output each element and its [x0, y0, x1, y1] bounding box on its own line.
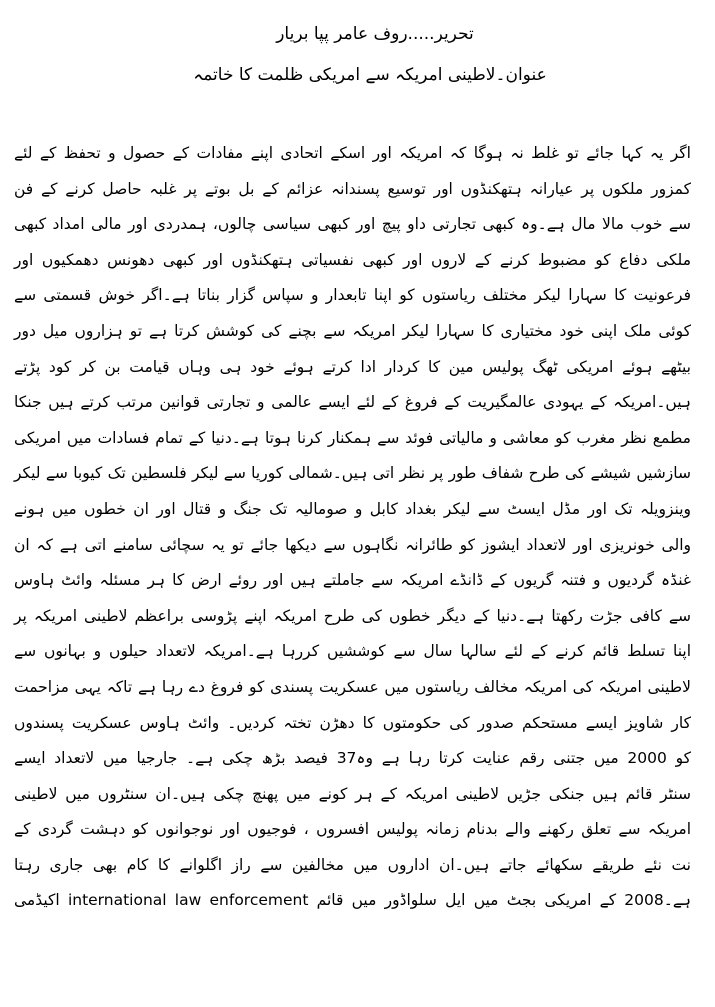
- body-line: کار شاویز ایسے مستحکم صدور کی حکومتوں کا دھڑن تختہ کردیں۔ وائٹ ہاوس عسکریت پسندوں: [14, 713, 691, 732]
- body-line: ملکی دفاع کو مضبوط کرنے کے لاروں اور کبھی نفسیاتی ہتھکنڈوں اور کبھی دھونس دھمکیوں اور: [14, 250, 691, 269]
- body-line: کوئی ملک اپنی خود مختیاری کا سہارا لیکر امریکہ سے بچنے کی کوشش کرتا ہے تو ہزاروں میل دور: [14, 321, 691, 340]
- body-line: ہیں۔امریکہ کے یہودی عالمگیریت کے فروغ کے لئے ایسے عالمی و تجارتی قوانین مرتب کرتے ہیں جنکا: [14, 393, 691, 412]
- body-line: ہے۔2008 کے امریکی بجٹ میں ایل سلواڈور میں قائم international law enforcement اکیڈمی: [14, 891, 691, 910]
- body-line: سے کافی جڑت رکھتا ہے۔دنیا کے دیگر خطوں کی طرح امریکہ اپنے پڑوسی براعظم لاطینی امریکہ پر: [14, 606, 691, 625]
- body-line: امریکہ سے تعلق رکھنے والے بدنام زمانہ پولیس افسروں ، فوجیوں اور نوجوانوں کو دہشت گردی کے: [14, 820, 691, 839]
- body-line: وینزویلہ تک اور مڈل ایسٹ سے لیکر بغداد کابل و صومالیہ تک جنگ و قتال اور ان خطوں میں ہونے: [14, 499, 691, 518]
- body-line: نت نئے طریقے سکھائے جاتے ہیں۔ان اداروں میں مخالفین سے راز اگلوانے کا کام بھی جاری رہتا: [14, 855, 691, 874]
- body-line: سازشیں شیشے کی طرح شفاف طور پر نظر اتی ہیں۔شمالی کوریا سے لیکر فلسطین تک کیوبا سے لیکر: [14, 464, 691, 483]
- body-line: مطمع نظر مغرب کو معاشی و مالیاتی فوئد سے ہمکنار کرنا ہوتا ہے۔دنیا کے تمام فسادات میں امریکی: [14, 428, 691, 447]
- body-line: اگر یہ کہا جائے تو غلط نہ ہوگا کہ امریکہ اور اسکے اتحادی اپنے مفادات کے حصول و تحفظ کے لئے: [14, 144, 691, 162]
- subject-line: عنوان۔لاطینی امریکہ سے امریکی ظلمت کا خاتمہ: [193, 65, 547, 85]
- author-line: تحریر.....روف عامر پپا بریار: [276, 24, 474, 44]
- body-line: اپنا تسلط قائم کرنے کے لئے سالہا سال سے کوششیں کررہا ہے۔امریکہ لاتعداد حیلوں و بہانوں سے: [14, 642, 691, 661]
- body-line: سنٹر قائم ہیں جنکی جڑیں لاطینی امریکہ کے ہر کونے میں پھنچ چکی ہیں۔ان سنٹروں میں لاطینی: [14, 784, 691, 803]
- body-line: غنڈہ گردیوں و فتنہ گریوں کے ڈانڈے امریکہ سے جاملتے ہیں اور روئے ارض کا ہر مسئلہ وائٹ ہاوس: [14, 571, 691, 590]
- body-line: والی خونریزی اور لاتعداد ایشوز کو طائرانہ نگاہوں سے دیکھا جائے تو یہ سچائی سامنے اتی ہے کہ ان: [14, 535, 691, 554]
- body-line: بیٹھے ہوئے امریکی ٹھگ پولیس مین کا کردار ادا کرتے ہوئے خود ہی وہاں قیامت بن کر کود پڑتے: [14, 357, 691, 376]
- body-line: فرعونیت کا سہارا لیکر مختلف ریاستوں کو اپنا تابعدار و سپاس گزار بناتا ہے۔اگر خوش قسمتی سے: [14, 286, 691, 305]
- body-line: کو 2000 میں جتنی رقم عنایت کرتا رہا ہے وہ37 فیصد بڑھ چکی ہے۔ جارجیا میں لاتعداد ایسے: [14, 749, 691, 768]
- body-line: لاطینی امریکہ کی امریکہ مخالف ریاستوں میں عسکریت پسندی کو فروغ دے رہا ہے تاکہ یہی مزاحمت: [14, 677, 691, 696]
- article-body: [0, 136, 715, 919]
- body-line: کمزور ملکوں پر عیارانہ ہتھکنڈوں اور توسیع پسندانہ عزائم کے بل بوتے پر غلبہ حاصل کرنے کے فن: [14, 179, 691, 198]
- body-line: سے خوب مالا مال ہے۔وہ کبھی تجارتی داو پیچ اور کبھی سیاسی چالوں، ہمدردی اور مالی امداد کبھی: [14, 215, 691, 234]
